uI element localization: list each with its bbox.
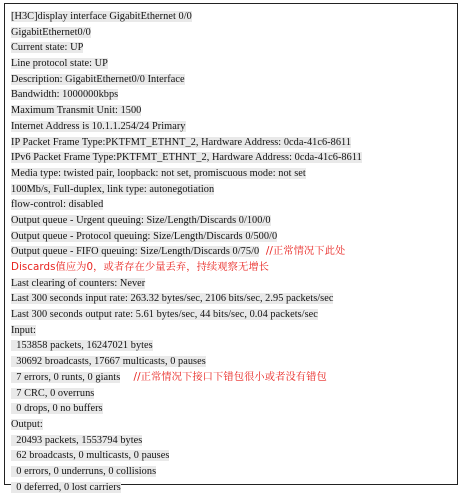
output-text: Media type: twisted pair, loopback: not set, promiscuous mode: not set	[11, 167, 306, 179]
terminal-line	[11, 338, 453, 354]
output-text: Last 300 seconds output rate: 5.61 bytes/sec, 44 bits/sec, 0.04 packets/sec	[11, 309, 318, 321]
terminal-line	[11, 40, 453, 56]
terminal-line	[11, 25, 453, 41]
output-text: 30692 broadcasts, 17667 multicasts, 0 pauses	[11, 356, 206, 368]
output-text: Input:	[11, 324, 36, 336]
output-text: 153858 packets, 16247021 bytes	[11, 340, 153, 352]
output-text: Maximum Transmit Unit: 1500	[11, 105, 142, 117]
output-text: Last clearing of counters: Never	[11, 277, 146, 289]
terminal-line	[11, 354, 453, 370]
terminal-line	[11, 386, 453, 402]
output-text: IPv6 Packet Frame Type:PKTFMT_ETHNT_2, Hardware Address: 0cda-41c6-8611	[11, 152, 362, 164]
terminal-line	[11, 166, 453, 182]
output-text: GigabitEthernet0/0	[11, 26, 91, 38]
output-text: Last 300 seconds input rate: 263.32 bytes/sec, 2106 bits/sec, 2.95 packets/sec	[11, 293, 334, 305]
annotation-comment: Discards值应为0，或者存在少量丢弃，持续观察无增长	[11, 261, 270, 273]
terminal-line	[11, 480, 453, 495]
output-text: Bandwidth: 1000000kbps	[11, 89, 119, 101]
output-text: Line protocol state: UP	[11, 58, 108, 70]
terminal-line	[11, 307, 453, 323]
terminal-output	[11, 9, 453, 493]
output-text: 100Mb/s, Full-duplex, link type: autonegotiation	[11, 183, 215, 195]
terminal-line	[11, 448, 453, 464]
command-text: [H3C]display interface GigabitEthernet 0/0	[11, 11, 192, 22]
terminal-line	[11, 464, 453, 480]
terminal-output-frame	[4, 3, 458, 493]
terminal-line	[11, 9, 453, 25]
terminal-line	[11, 433, 453, 449]
terminal-line	[11, 323, 453, 339]
terminal-line	[11, 291, 453, 307]
terminal-line	[11, 401, 453, 417]
output-text: IP Packet Frame Type:PKTFMT_ETHNT_2, Hardware Address: 0cda-41c6-8611	[11, 136, 352, 148]
output-text: Output queue - Urgent queuing: Size/Length/Discards 0/100/0	[11, 214, 271, 226]
annotation-comment: //正常情况下接口下错包很小或者没有错包	[120, 370, 327, 383]
terminal-line	[11, 119, 453, 135]
output-text: Internet Address is 10.1.1.254/24 Primary	[11, 120, 186, 132]
terminal-line	[11, 103, 453, 119]
terminal-line	[11, 197, 453, 213]
terminal-line	[11, 276, 453, 292]
terminal-line	[11, 213, 453, 229]
output-text: 62 broadcasts, 0 multicasts, 0 pauses	[11, 450, 170, 462]
terminal-line	[11, 417, 453, 433]
output-text: flow-control: disabled	[11, 199, 104, 211]
terminal-line	[11, 56, 453, 72]
terminal-line	[11, 182, 453, 198]
annotation-comment: //正常情况下此处	[259, 245, 346, 258]
output-text: 0 deferred, 0 lost carriers	[11, 481, 121, 493]
terminal-line	[11, 229, 453, 245]
output-text: 20493 packets, 1553794 bytes	[11, 434, 143, 446]
output-text: Output queue - Protocol queuing: Size/Length/Discards 0/500/0	[11, 230, 278, 242]
output-text: 7 CRC, 0 overruns	[11, 387, 95, 399]
output-text: 0 drops, 0 no buffers	[11, 403, 103, 415]
terminal-line	[11, 150, 453, 166]
terminal-line	[11, 370, 453, 386]
output-text: 0 errors, 0 underruns, 0 collisions	[11, 465, 157, 477]
output-text: Description: GigabitEthernet0/0 Interface	[11, 73, 185, 85]
terminal-line	[11, 87, 453, 103]
output-text: Output:	[11, 418, 43, 430]
terminal-line	[11, 72, 453, 88]
terminal-line	[11, 260, 453, 276]
output-text: Output queue - FIFO queuing: Size/Length/Discards 0/75/0	[11, 246, 260, 258]
terminal-line	[11, 244, 453, 260]
output-text: Current state: UP	[11, 42, 84, 54]
terminal-line	[11, 135, 453, 151]
output-text: 7 errors, 0 runts, 0 giants	[11, 371, 121, 383]
